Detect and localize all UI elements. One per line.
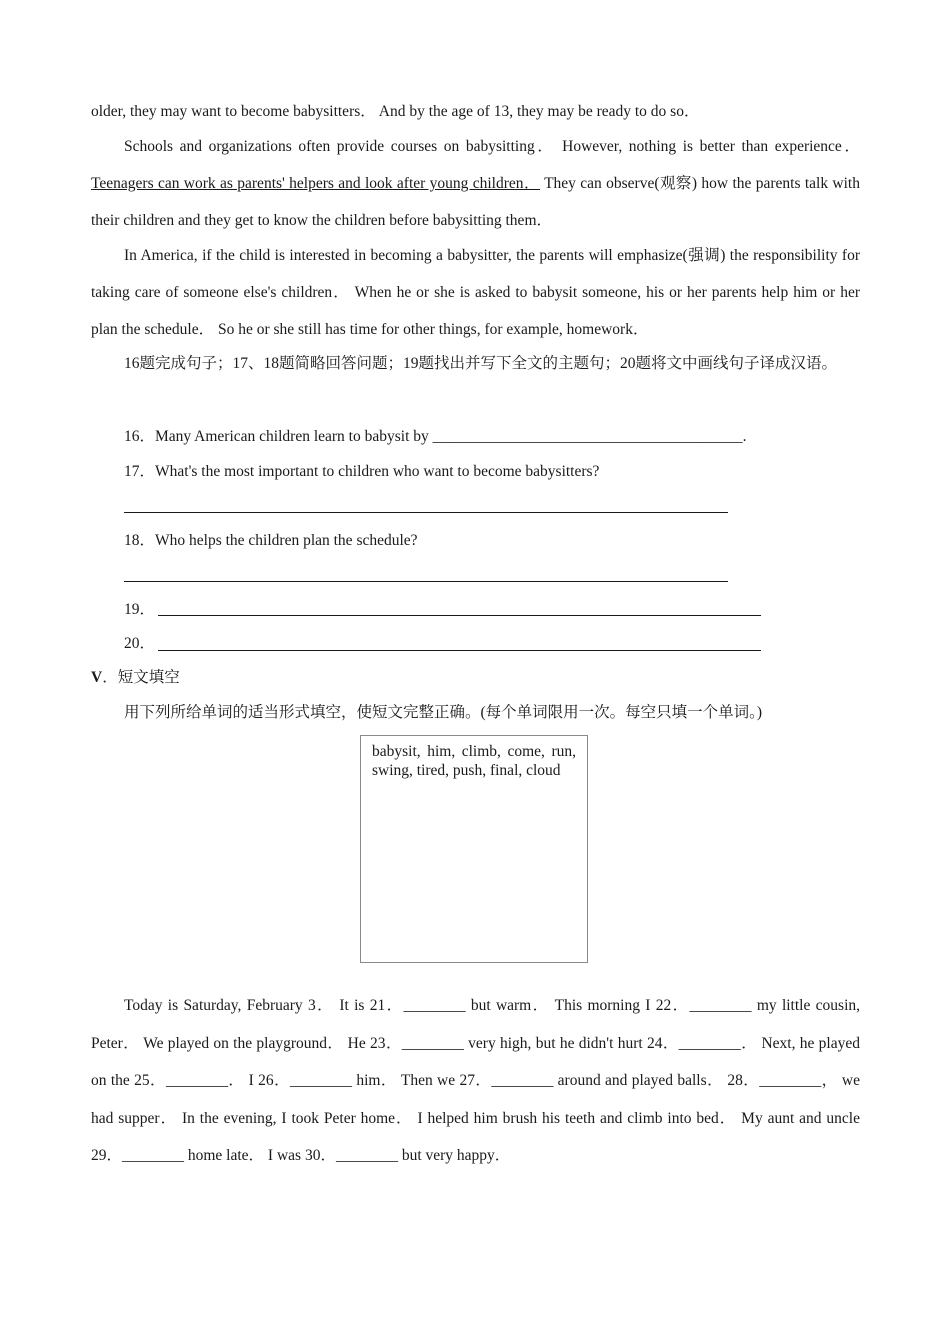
question-20 [124,633,893,655]
passage-text: They can observe(观察) how the parents talk with their children and they get to know the children before babysitting them． [91,175,860,229]
word-box [360,735,588,963]
word-box-words: babysit, him, climb, come, run, swing, tired, push, final, cloud [372,743,576,779]
passage-paragraph-0: older, they may want to become babysitters． And by the age of 13, they may be ready to do so． [91,103,700,120]
answer-line-19[interactable] [158,615,761,616]
section-5-heading [91,667,860,689]
question-20-label: 20． [124,635,156,652]
answer-line-17[interactable] [124,512,728,513]
cloze-passage: Today is Saturday, February 3． It is 21．________ but warm． This morning I 22．________ my little cousin, Peter． We played on the playground． He 23．________ very high, but he didn't hurt 24．________． Next, he played on the 25．________． I 26．________ him． Then we 27．________ around and played balls． 28．________， we had supper． In the evening, I took Peter home． I helped him brush his teeth and climb into bed． My aunt and uncle 29．________ home late． I was 30．________ but very happy． [91,997,860,1164]
answer-line-18[interactable] [124,581,728,582]
question-19-label: 19． [124,601,156,618]
passage-paragraph-1 [91,128,860,239]
section-5-instruction-text: 用下列所给单词的适当形式填空，使短文完整正确。(每个单词限用一次。每空只填一个单词。) [124,704,763,721]
question-17-text: 17．What's the most important to children who want to become babysitters? [124,463,600,480]
question-18-text: 18．Who helps the children plan the schedule? [124,532,418,549]
passage-text: Schools and organizations often provide courses on babysitting． However, nothing is better than experience． [124,138,860,155]
question-18 [124,530,893,552]
passage-paragraph-2: In America, if the child is interested in becoming a babysitter, the parents will emphasize(强调) the responsibility for taking care of someone else's children． When he or she is asked to babysit someone, his or her parents help him or her plan the schedule． So he or she still has time for other things, for example, homework． [91,247,860,338]
section-5-instruction [124,702,893,724]
instructions: 16题完成句子；17、18题简略回答问题；19题找出并写下全文的主题句；20题将文中画线句子译成汉语。 [124,355,838,372]
question-17 [124,461,893,483]
underlined-sentence: Teenagers can work as parents' helpers and look after young children． [91,175,540,192]
question-19 [124,599,893,621]
answer-line-20[interactable] [158,650,761,651]
section-5-roman: V [91,669,103,686]
section-5-title: ．短文填空 [102,669,180,686]
question-16-text: 16．Many American children learn to babysit by ________________________________________. [124,428,747,445]
question-16 [124,426,893,448]
